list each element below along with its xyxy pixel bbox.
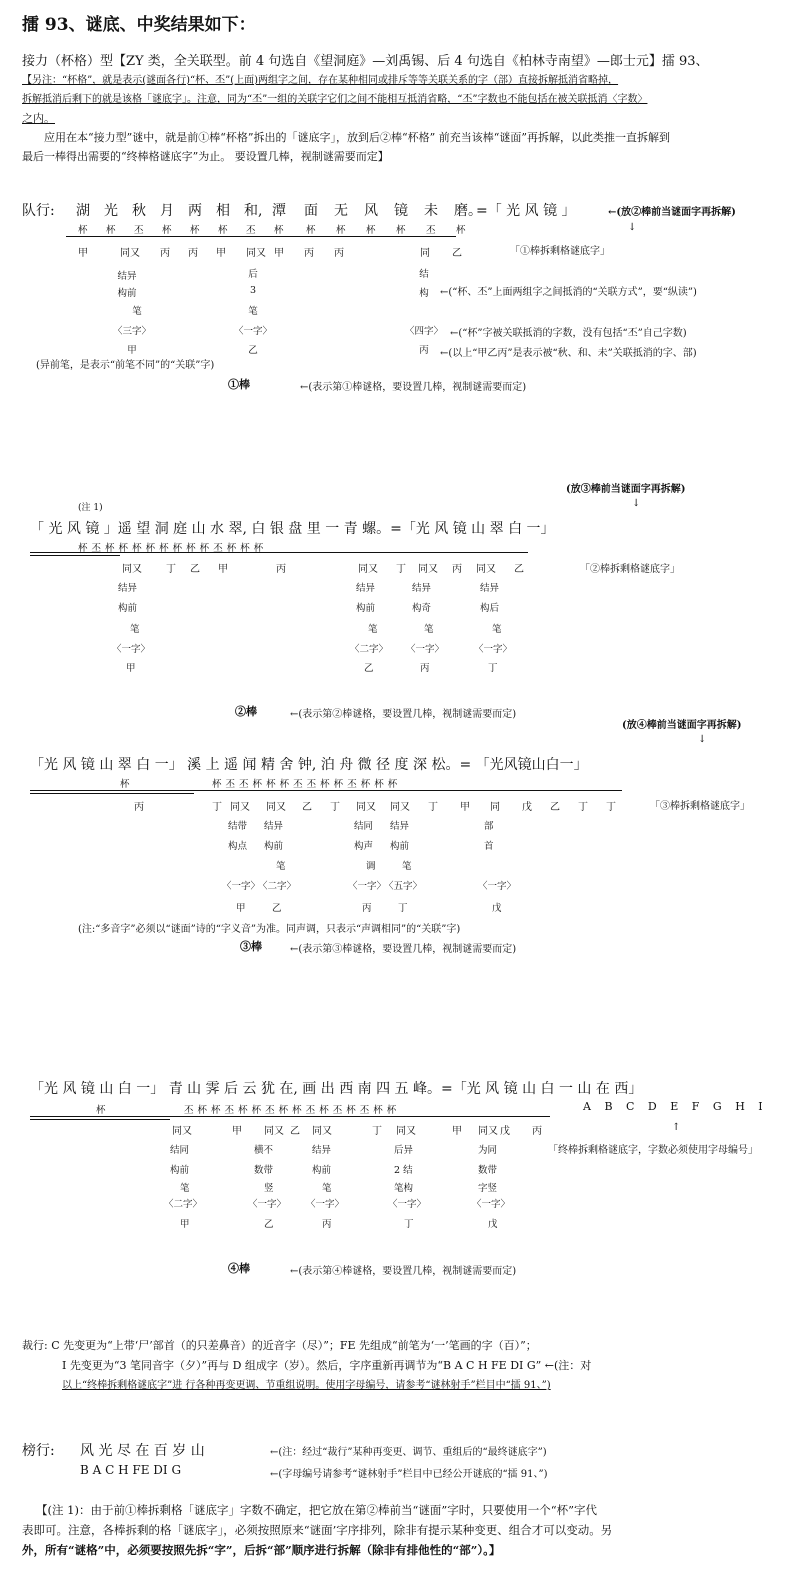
stage4-col-cell: 数带 — [254, 1165, 274, 1176]
stage4-col-cell: 丁 — [404, 1219, 414, 1230]
stage1-mark: 杯 — [274, 225, 284, 236]
stage3-row-cell: 丁 — [606, 802, 616, 813]
stage3-row-cell: 甲 — [460, 802, 470, 813]
stage4-arrow: ↑ — [672, 1122, 681, 1133]
stage2-col-cell: 结异 — [412, 583, 432, 594]
stage2-row-cell: 丙 — [452, 564, 462, 575]
stage4-col-cell: 结同 — [170, 1145, 190, 1156]
stage3-col-cell: 〈一字〉 — [222, 881, 261, 892]
stage3-row-cell: 同又 — [356, 802, 376, 813]
stage4-col-cell: 戊 — [488, 1219, 498, 1230]
stage2-col-cell: 笔 — [368, 624, 378, 635]
stage2-row-cell: 同又 — [418, 564, 438, 575]
stage3-row-cell: 丁 — [330, 802, 340, 813]
stage1-below-cell: 同 — [420, 248, 430, 259]
stage3-bang-note: ←(表示第③棒谜格，要设置几棒，视制谜需要而定) — [290, 944, 517, 955]
stage1-c3-a: 结 — [419, 269, 429, 280]
stage3-col-cell: 构声 — [354, 841, 374, 852]
stage1-note-3: ←(以上“甲乙丙”是表示被“秋、和、未”关联抵消的字、部) — [440, 348, 697, 359]
stage1-below-cell: 丙 — [334, 248, 344, 259]
stage1-below-cell: 甲 — [216, 248, 226, 259]
stage3-row-cell: 同又 — [390, 802, 410, 813]
stage4-col-cell: 甲 — [180, 1219, 190, 1230]
stage1-note-2: ←(“杯”字被关联抵消的字数，没有包括“丕”自己字数) — [450, 328, 687, 339]
divider — [30, 790, 622, 791]
stage2-top-note: (放③棒前当谜面字再拆解) — [566, 484, 686, 495]
stage3-marks: 杯 丕 丕 杯 杯 杯 丕 丕 杯 杯 丕 杯 杯 杯 — [212, 779, 398, 790]
stage1-below-cell: 同又 — [120, 248, 140, 259]
stage4-row-cell: 丙 — [532, 1126, 542, 1137]
stage1-mark: 丕 — [134, 225, 144, 236]
stage4-col-cell: 构前 — [170, 1165, 190, 1176]
stage1-char: 未 — [424, 203, 438, 219]
divider — [30, 793, 194, 794]
stage1-char: 风 — [364, 203, 378, 219]
stage3-col-cell: 结异 — [264, 821, 284, 832]
divider — [30, 555, 120, 556]
stage4-letters: A B C D E F G H I — [583, 1100, 768, 1113]
stage4-line: 「光 风 镜 山 白 一」 青 山 霁 后 云 犹 在, 画 出 西 南 四 五 峰。=「光 风 镜 山 白 一 山 在 西」 — [30, 1081, 643, 1097]
stage3-row-cell: 戊 — [522, 802, 532, 813]
stage4-row-cell: 同又 — [312, 1126, 332, 1137]
stage1-mark: 丕 — [246, 225, 256, 236]
stage4-row-cell: 甲 — [232, 1126, 242, 1137]
stage1-mark: 杯 — [218, 225, 228, 236]
divider — [30, 1119, 170, 1120]
stage1-c2-e: 乙 — [248, 345, 258, 356]
stage3-col-cell: 〈一字〉 — [348, 881, 387, 892]
stage3-result-note: 「③棒拆剩格谜底字」 — [650, 801, 750, 812]
stage2-col-cell: 〈一字〉 — [112, 644, 151, 655]
stage2-col-cell: 结异 — [356, 583, 376, 594]
stage3-mark-main: 杯 — [120, 779, 130, 790]
stage3-line: 「光 风 镜 山 翠 白 一」 溪 上 遥 闻 精 舍 钟, 泊 舟 微 径 度 深 松。= 「光风镜山白一」 — [30, 757, 588, 773]
stage2-row-cell: 乙 — [514, 564, 524, 575]
stage2-row-cell: 丁 — [396, 564, 406, 575]
stage2-col-cell: 构奇 — [412, 603, 432, 614]
stage2-row-cell: 同又 — [122, 564, 142, 575]
stage1-c3-c: 〈四字〉 — [404, 326, 443, 337]
stage4-bang-note: ←(表示第④棒谜格，要设置几棒，视制谜需要而定) — [290, 1266, 517, 1277]
bang-note-1: ←(注：经过“裁行”某种再变更、调节、重组后的“最终谜底字”) — [270, 1447, 547, 1458]
stage4-row-cell: 乙 — [290, 1126, 300, 1137]
stage3-col-cell: 甲 — [236, 903, 246, 914]
stage3-col-cell: 构前 — [264, 841, 284, 852]
stage4-col-cell: 竖 — [264, 1183, 274, 1194]
stage4-row-cell: 丁 — [372, 1126, 382, 1137]
stage4-col-cell: 笔 — [322, 1183, 332, 1194]
stage3-col-cell: 笔 — [276, 861, 286, 872]
stage3-col-cell: 调 — [366, 861, 376, 872]
stage3-col-cell: 构前 — [390, 841, 410, 852]
stage4-col-cell: 构前 — [312, 1165, 332, 1176]
stage2-col-cell: 构前 — [118, 603, 138, 614]
stage3-col-cell: 结带 — [228, 821, 248, 832]
stage4-col-cell: 结异 — [312, 1145, 332, 1156]
footnote-line-1: 【(注 1)：由于前①棒拆剩格「谜底字」字数不确定，把它放在第②棒前当“谜面”字时，只要使用一个“杯”字代 — [36, 1503, 597, 1517]
stage2-col-cell: 丙 — [420, 663, 430, 674]
stage3-col-cell: 部 — [484, 821, 494, 832]
stage1-c2-d: 〈一字〉 — [233, 326, 272, 337]
stage1-bang: ①棒 — [228, 378, 250, 391]
stage2-col-cell: 乙 — [364, 663, 374, 674]
bang-note-2: ←(字母编号请参考“谜林射手”栏目中已经公开谜底的“擂 91、”) — [270, 1469, 548, 1480]
stage2-col-cell: 构前 — [356, 603, 376, 614]
stage4-result-note: 「终棒拆剩格谜底字，字数必须使用字母编号」 — [548, 1145, 758, 1156]
stage2-col-cell: 甲 — [126, 663, 136, 674]
stage1-char: 磨。 — [454, 203, 482, 219]
stage3-col-cell: 构点 — [228, 841, 248, 852]
intro-line-1: 接力（杯格）型【ZY 类，全关联型。前 4 句选自《望洞庭》—刘禹锡、后 4 句选自《柏林寺南望》—郎士元】擂 93、 — [22, 54, 709, 69]
page-title: 擂 93、谜底、中奖结果如下： — [22, 15, 256, 35]
intro-line-6: 最后一棒得出需要的“终棒格谜底字”为止。 要设置几棒，视制谜需要而定】 — [22, 150, 389, 163]
stage1-note-1: ←(“杯、丕”上面两组字之间抵消的“关联方式”，要“纵读”) — [440, 287, 697, 298]
stage3-row-cell: 同 — [490, 802, 500, 813]
stage4-row-cell: 同又 — [172, 1126, 192, 1137]
stage2-bang-note: ←(表示第②棒谜格，要设置几棒，视制谜需要而定) — [290, 709, 517, 720]
stage3-row-cell: 同又 — [266, 802, 286, 813]
stage4-col-cell: 〈一字〉 — [472, 1199, 511, 1210]
stage1-char: 无 — [334, 203, 348, 219]
stage3-row-cell: 同又 — [230, 802, 250, 813]
intro-section — [22, 52, 778, 166]
stage3-col-cell: 〈五字〉 — [384, 881, 423, 892]
stage1-char: 月 — [160, 203, 174, 219]
stage1-mark: 杯 — [456, 225, 466, 236]
stage3-col-cell: 〈一字〉 — [478, 881, 517, 892]
stage2-marks: 杯 丕 杯 杯 杯 杯 杯 杯 杯 杯 丕 杯 杯 杯 — [78, 543, 264, 554]
stage1-c1-d: 〈三字〉 — [112, 326, 151, 337]
stage2-col-cell: 结异 — [118, 583, 138, 594]
stage2-result-note: 「②棒拆剩格谜底字」 — [580, 564, 680, 575]
stage3-row-cell: 丁 — [428, 802, 438, 813]
stage4-mark-main: 杯 — [96, 1105, 106, 1116]
stage2-arrow: ↓ — [632, 498, 641, 509]
stage1-mark: 杯 — [396, 225, 406, 236]
stage1-c3-b: 构 — [419, 288, 429, 299]
intro-line-3: 拆解抵消后剩下的就是该格「谜底字」。注意，同为“丕”一组的关联字它们之间不能相互抵消省略，“丕”字数也不能包括在被关联抵消〈字数〉 — [22, 94, 648, 105]
stage4-col-cell: 为同 — [478, 1145, 498, 1156]
stage3-col-cell: 首 — [484, 841, 494, 852]
stage2-col-cell: 〈一字〉 — [406, 644, 445, 655]
stage1-c1-b: 构前 — [117, 288, 137, 299]
stage3-col-cell: 丁 — [398, 903, 408, 914]
stage3-row-cell: 丁 — [578, 802, 588, 813]
stage4-row-cell: 同又 — [264, 1126, 284, 1137]
stage3-bang: ③棒 — [240, 940, 262, 953]
stage1-below-cell: 同又 — [246, 248, 266, 259]
stage1-c2-c: 笔 — [248, 306, 258, 317]
stage1-arrow: ↓ — [628, 222, 637, 233]
stage1-below-cell: 乙 — [452, 248, 462, 259]
stage3-col-cell: 结同 — [354, 821, 374, 832]
stage1-below-cell: 甲 — [78, 248, 88, 259]
stage3-row-cell: 丁 — [212, 802, 222, 813]
stage2-row-cell: 丁 — [166, 564, 176, 575]
stage1-mark: 杯 — [366, 225, 376, 236]
stage3-row-cell: 丙 — [134, 802, 144, 813]
stage3-col-cell: 乙 — [272, 903, 282, 914]
stage2-line: 「 光 风 镜 」遥 望 洞 庭 山 水 翠, 白 银 盘 里 一 青 螺。=「光 风 镜 山 翠 白 一」 — [30, 521, 555, 537]
stage4-row-cell: 甲 — [452, 1126, 462, 1137]
stage1-char: 湖 — [76, 203, 90, 219]
stage4-col-cell: 后异 — [394, 1145, 414, 1156]
stage3-col-cell: 结异 — [390, 821, 410, 832]
stage2-col-cell: 笔 — [130, 624, 140, 635]
stage3-col-cell: 〈二字〉 — [258, 881, 297, 892]
stage1-result-note: 「①棒拆剩格谜底字」 — [510, 246, 610, 257]
footnote — [22, 1500, 778, 1560]
stage1-bang-note: ←(表示第①棒谜格，要设置几棒，视制谜需要而定) — [300, 382, 527, 393]
stage3-row-cell: 乙 — [550, 802, 560, 813]
stage2-bang: ②棒 — [235, 705, 257, 718]
stage3-row-cell: 乙 — [302, 802, 312, 813]
stage2-col-cell: 笔 — [492, 624, 502, 635]
stage2-col-cell: 笔 — [424, 624, 434, 635]
stage2-row-cell: 同又 — [476, 564, 496, 575]
stage1-below-cell: 甲 — [274, 248, 284, 259]
stage1-below-cell: 丙 — [160, 248, 170, 259]
stage1-hint: ←(放②棒前当谜面字再拆解) — [608, 207, 736, 218]
stage1-c1-c: 笔 — [132, 306, 142, 317]
stage1-char: 镜 — [394, 203, 408, 219]
stage1-c2-a: 后 — [248, 269, 258, 280]
stage3-zhu: (注:“多音字”必须以“谜面”诗的“字义音”为准。同声调，只表示“声调相同”的“关联”字) — [78, 924, 461, 935]
stage4-row-cell: 同又 — [478, 1126, 498, 1137]
stage1-mark: 杯 — [78, 225, 88, 236]
bang-answer: 风 光 尽 在 百 岁 山 — [80, 1443, 205, 1459]
stage4-col-cell: 字竖 — [478, 1183, 498, 1194]
stage2-col-cell: 结异 — [480, 583, 500, 594]
stage1-c2-b: 3 — [249, 285, 257, 296]
stage4-col-cell: 笔构 — [394, 1183, 414, 1194]
stage4-col-cell: 〈二字〉 — [164, 1199, 203, 1210]
footnote-line-3: 外，所有“谜格”中，必须要按照先拆“字”，后拆“部”顺序进行拆解（除非有排他性的“部”）。】 — [22, 1543, 501, 1557]
bang-label: 榜行: — [22, 1443, 55, 1459]
stage2-row-cell: 同又 — [358, 564, 378, 575]
stage3-col-cell: 笔 — [402, 861, 412, 872]
stage3-col-cell: 戊 — [492, 903, 502, 914]
cai-section — [22, 1336, 778, 1396]
stage2-row-cell: 丙 — [276, 564, 286, 575]
stage1-c1-a: 结异 — [117, 271, 137, 282]
stage1-mark: 丕 — [426, 225, 436, 236]
stage1-mark: 杯 — [106, 225, 116, 236]
stage4-marks: 丕 杯 杯 丕 杯 杯 丕 杯 杯 丕 杯 丕 杯 丕 杯 杯 — [184, 1105, 397, 1116]
intro-line-4: 之内。 — [22, 112, 55, 125]
stage1-note-4: (异前笔，是表示“前笔不同”的“关联”字) — [36, 360, 215, 371]
stage4-col-cell: 笔 — [180, 1183, 190, 1194]
stage2-col-cell: 〈一字〉 — [474, 644, 513, 655]
stage2-row-cell: 乙 — [190, 564, 200, 575]
footnote-line-2: 表即可。注意，各棒拆剩的格「谜底字」，必须按照原来“谜面’字序排列，除非有提示某种变更、组合才可以变动。另 — [22, 1523, 613, 1537]
stage1-char: 相 — [216, 203, 230, 219]
divider — [30, 1116, 550, 1117]
intro-line-5: 应用在本“接力型”谜中，就是前①棒“杯格”拆出的「谜底字」，放到后②棒“杯格” 前充当该棒“谜面”再拆解，以此类推一直拆解到 — [44, 131, 670, 144]
stage4-col-cell: 〈一字〉 — [388, 1199, 427, 1210]
cai-line-3: 以上“终棒拆剩格谜底字”进 行各种再变更调、节重组说明。使用字母编号，请参考“谜林射手”栏目中“擂 91、”) — [62, 1380, 551, 1391]
stage1-char: 和, — [244, 203, 263, 219]
stage1-mark: 杯 — [190, 225, 200, 236]
stage4-col-cell: 〈一字〉 — [248, 1199, 287, 1210]
divider — [66, 236, 456, 237]
stage3-top-note: (放④棒前当谜面字再拆解) — [622, 720, 742, 731]
stage1-char: 秋 — [132, 203, 146, 219]
stage1-mark: 杯 — [306, 225, 316, 236]
stage2-col-cell: 〈二字〉 — [350, 644, 389, 655]
stage3-col-cell: 丙 — [362, 903, 372, 914]
stage2-row-cell: 甲 — [218, 564, 228, 575]
stage4-col-cell: 2 结 — [394, 1165, 413, 1176]
stage4-row-cell: 同又 — [396, 1126, 416, 1137]
stage4-col-cell: 〈一字〉 — [306, 1199, 345, 1210]
stage3-arrow: ↓ — [698, 734, 707, 745]
stage4-col-cell: 乙 — [264, 1219, 274, 1230]
stage1-mark: 杯 — [162, 225, 172, 236]
stage4-col-cell: 丙 — [322, 1219, 332, 1230]
cai-line-1: 裁行: C 先变更为“上带‘尸’部首（的只差鼻音）的近音字（尽）”；FE 先组成“前笔为‘一’笔画的字（百）”； — [22, 1339, 537, 1352]
stage1-c3-d: 丙 — [419, 345, 429, 356]
intro-line-2: 【另注：“杯格”，就是表示(谜面各行)“杯、丕”(上面)两组字之间，存在某种相同或排斥等等关联关系的字（部）直接拆解抵消省略掉， — [22, 75, 619, 86]
stage1-c1-e: 甲 — [127, 345, 137, 356]
stage4-col-cell: 数带 — [478, 1165, 498, 1176]
stage1-char: 面 — [304, 203, 318, 219]
stage1-below-cell: 丙 — [188, 248, 198, 259]
stage1-result: =「 光 风 镜 」 — [476, 203, 576, 219]
stage1-char: 潭 — [272, 203, 286, 219]
divider — [30, 552, 528, 553]
stage1-char: 两 — [188, 203, 202, 219]
stage1-below-cell: 丙 — [304, 248, 314, 259]
stage2-zhu: (注 1) — [78, 503, 103, 513]
stage4-bang: ④棒 — [228, 1262, 250, 1275]
bang-codes: B A C H FE DI G — [80, 1463, 182, 1477]
stage4-row-cell: 戊 — [500, 1126, 510, 1137]
cai-line-2: I 先变更为“3 笔同音字（夕）”再与 D 组成字（岁）。然后，字序重新再调节为“B A C H FE DI G” ←(注：对 — [62, 1359, 592, 1372]
stage2-col-cell: 丁 — [488, 663, 498, 674]
stage1-char: 光 — [104, 203, 118, 219]
stage1-mark: 杯 — [336, 225, 346, 236]
stage2-col-cell: 构后 — [480, 603, 500, 614]
stage1-label: 队行: — [22, 203, 55, 219]
stage4-col-cell: 横不 — [254, 1145, 274, 1156]
